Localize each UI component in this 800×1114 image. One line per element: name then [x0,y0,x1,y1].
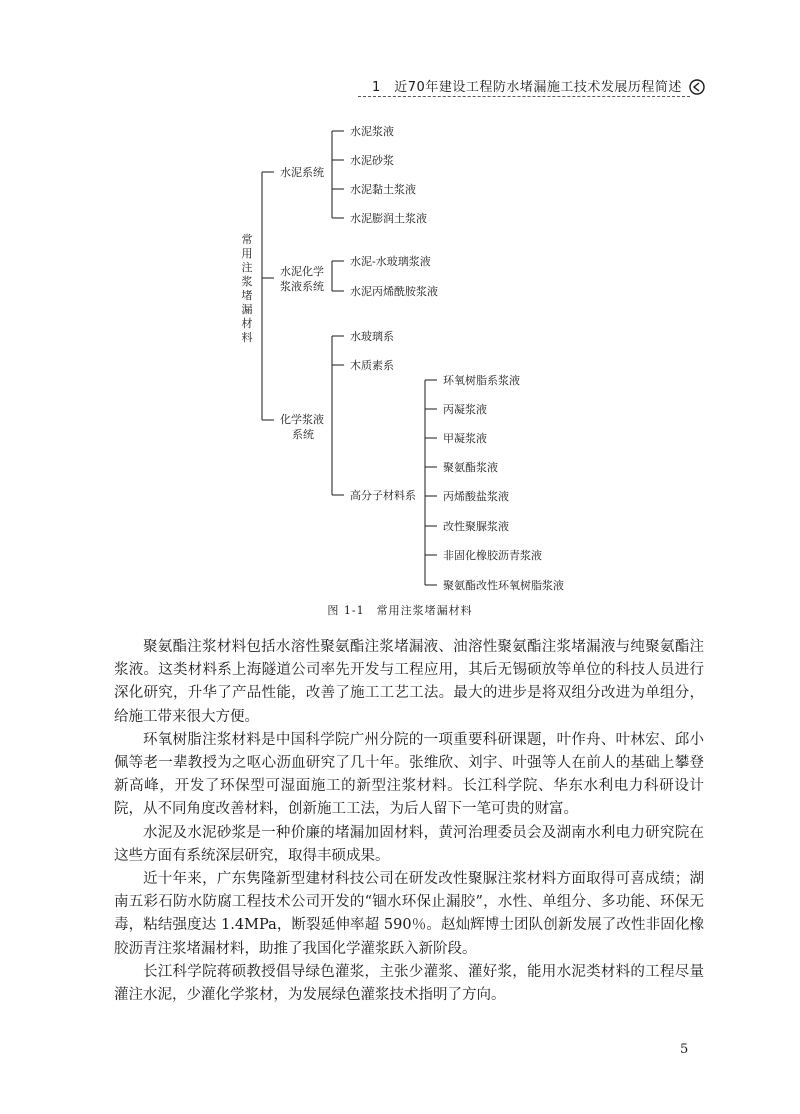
tree-leaf: 木质素系 [350,359,394,372]
tree-leaf: 水泥黏土浆液 [350,183,416,196]
page-number: 5 [680,1042,689,1057]
group-cement-chemical-line1: 水泥化学 [280,265,324,278]
group-cement-system: 水泥系统 [280,166,324,179]
tree-leaf: 丙凝浆液 [443,403,487,416]
running-header-title: 1 近70年建设工程防水堵漏施工技术发展历程简述 [372,80,682,95]
tree-leaf: 水玻璃系 [350,330,394,343]
paragraph: 近十年来，广东隽隆新型建材科技公司在研发改性聚脲注浆材料方面取得可喜成绩；湖南五彩石防水防腐工程技术公司开发的“锢水环保止漏胶”，水性、单组分、多功能、环保无毒，粘结强度达 1.4MPa，断裂延伸率超 590％。赵灿辉博士团队创新发展了改性非固化橡胶沥青注浆堵漏材料，助推了我国化学灌浆跃入新阶段。 [114,871,704,957]
tree-leaf: 水泥浆液 [350,125,394,138]
group-chemical-line2: 系统 [292,428,314,441]
subgroup-polymer-label: 高分子材料系 [350,489,416,502]
paragraph: 环氧树脂注浆材料是中国科学院广州分院的一项重要科研课题，叶作舟、叶林宏、邱小佩等老一辈教授为之呕心沥血研究了几十年。张维欣、刘宇、叶强等人在前人的基础上攀登新高峰，开发了环保型可湿面施工的新型注浆材料。长江科学院、华东水利电力科研设计院，从不同角度改善材料，创新施工工法，为后人留下一笔可贵的财富。 [114,731,704,818]
tree-leaf: 甲凝浆液 [443,432,487,445]
paragraph: 水泥及水泥砂浆是一种价廉的堵漏加固材料，黄河治理委员会及湖南水利电力研究院在这些方面有系统深层研究，取得丰硕成果。 [114,824,704,864]
paragraph: 聚氨酯注浆材料包括水溶性聚氨酯注浆堵漏液、油溶性聚氨酯注浆堵漏液与纯聚氨酯注浆液。这类材料系上海隧道公司率先开发与工程应用，其后无锡硕放等单位的科技人员进行深化研究，升华了产品性能，改善了施工工艺工法。最大的进步是将双组分改进为单组分，给施工带来很大方便。 [114,639,704,725]
tree-leaf: 水泥丙烯酰胺浆液 [350,285,438,298]
tree-leaf: 改性聚脲浆液 [443,520,509,533]
paragraph: 长江科学院蒋硕教授倡导绿色灌浆，主张少灌浆、灌好浆，能用水泥类材料的工程尽量灌注水泥，少灌化学浆材，为发展绿色灌浆技术指明了方向。 [114,963,704,1004]
tree-leaf: 聚氨酯改性环氧树脂浆液 [443,579,564,592]
tree-leaf: 环氧树脂系浆液 [443,374,520,387]
tree-leaf: 非固化橡胶沥青浆液 [443,549,542,562]
tree-leaf: 聚氨酯浆液 [443,461,498,474]
group-cement-chemical-line2: 浆液系统 [280,280,324,293]
tree-leaf: 水泥膨润土浆液 [350,212,427,225]
tree-leaf: 丙烯酸盐浆液 [443,490,509,503]
figure-caption: 图 1-1 常用注浆堵漏材料 [327,604,473,617]
tree-leaf: 水泥砂浆 [350,154,394,167]
body-text [114,636,704,1007]
tree-leaf: 水泥-水玻璃浆液 [350,255,431,268]
group-chemical-line1: 化学浆液 [280,413,324,426]
root-category-label: 常用注浆堵漏材料 [241,233,253,344]
